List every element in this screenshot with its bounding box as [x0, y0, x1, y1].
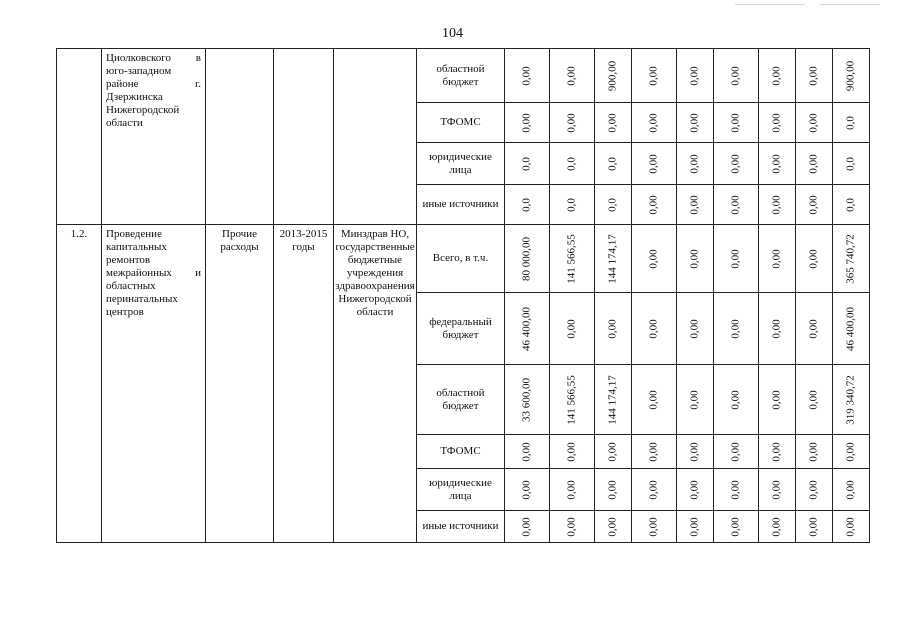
value-text: 0,00 — [729, 153, 742, 174]
value-text: 0,00 — [647, 153, 660, 174]
value-text: 0,00 — [647, 248, 660, 269]
value-text: 0,00 — [688, 194, 701, 215]
value-text: 0,00 — [520, 65, 533, 86]
budget-table — [56, 48, 870, 543]
value-text: 0,00 — [688, 318, 701, 339]
value-text: 0,00 — [688, 153, 701, 174]
table-row — [57, 49, 870, 103]
value-text: 0,00 — [688, 516, 701, 537]
value-text: 0,00 — [647, 479, 660, 500]
value-cell — [833, 511, 870, 543]
value-text: 0,0 — [520, 156, 533, 171]
value-text: 0,00 — [770, 441, 783, 462]
value-cell — [505, 185, 550, 225]
value-cell — [677, 185, 714, 225]
value-cell — [595, 293, 632, 365]
period-cell — [274, 49, 334, 225]
value-text: 0,00 — [807, 318, 820, 339]
value-cell — [833, 49, 870, 103]
value-text: 46 400,00 — [844, 306, 857, 351]
value-cell — [550, 49, 595, 103]
value-cell — [595, 435, 632, 469]
value-cell — [595, 365, 632, 435]
value-cell — [759, 49, 796, 103]
value-text: 0,0 — [520, 197, 533, 212]
value-cell — [759, 293, 796, 365]
value-text: 0,00 — [807, 248, 820, 269]
value-text: 0,00 — [844, 479, 857, 500]
value-cell — [677, 365, 714, 435]
value-text: 0,00 — [565, 441, 578, 462]
value-cell — [714, 143, 759, 185]
funding-source-cell: областной бюджет — [417, 365, 505, 435]
value-cell — [714, 435, 759, 469]
value-cell — [833, 103, 870, 143]
value-text: 0,0 — [844, 197, 857, 212]
value-cell — [714, 185, 759, 225]
item-number-cell: 1.2. — [57, 225, 102, 543]
value-text: 0,00 — [807, 153, 820, 174]
item-number-cell — [57, 49, 102, 225]
value-cell — [759, 225, 796, 293]
value-text: 0,00 — [770, 389, 783, 410]
value-cell — [550, 469, 595, 511]
value-cell — [595, 225, 632, 293]
value-cell — [595, 103, 632, 143]
funding-source-cell: иные источники — [417, 511, 505, 543]
value-text: 0,00 — [770, 153, 783, 174]
value-text: 0,00 — [565, 479, 578, 500]
value-text: 0,00 — [770, 479, 783, 500]
value-text: 365 740,72 — [844, 233, 857, 284]
value-text: 0,00 — [807, 516, 820, 537]
value-cell — [714, 469, 759, 511]
item-description-cell: Проведение капитальных ремонтов межрайонных и областных перинатальных центров — [102, 225, 206, 543]
value-cell — [505, 103, 550, 143]
scan-artifact-line — [735, 4, 805, 5]
value-text: 0,00 — [729, 479, 742, 500]
value-cell — [505, 49, 550, 103]
funding-source-cell: областной бюджет — [417, 49, 505, 103]
value-cell — [677, 293, 714, 365]
value-text: 0,00 — [807, 112, 820, 133]
item-description-cell: Циолковского в юго-западном районе г. Дзержинска Нижегородской области — [102, 49, 206, 225]
value-cell — [632, 511, 677, 543]
expense-category-cell — [206, 49, 274, 225]
value-cell — [632, 293, 677, 365]
value-cell — [505, 293, 550, 365]
value-text: 0,00 — [807, 389, 820, 410]
value-cell — [833, 225, 870, 293]
value-text: 0,00 — [606, 318, 619, 339]
value-cell — [677, 225, 714, 293]
value-text: 0,00 — [688, 65, 701, 86]
funding-source-cell: юридические лица — [417, 469, 505, 511]
value-cell — [796, 225, 833, 293]
value-text: 0,0 — [606, 197, 619, 212]
value-text: 0,00 — [520, 516, 533, 537]
value-cell — [796, 469, 833, 511]
value-text: 0,00 — [729, 441, 742, 462]
value-cell — [714, 225, 759, 293]
value-text: 0,0 — [565, 156, 578, 171]
table-row — [57, 225, 870, 293]
value-text: 0,0 — [606, 156, 619, 171]
value-text: 900,00 — [606, 60, 619, 91]
value-cell — [714, 293, 759, 365]
value-cell — [505, 365, 550, 435]
value-text: 141 566,55 — [565, 374, 578, 425]
value-text: 0,00 — [565, 318, 578, 339]
period-cell: 2013-2015 годы — [274, 225, 334, 543]
value-text: 0,00 — [770, 112, 783, 133]
value-cell — [550, 293, 595, 365]
value-text: 0,00 — [807, 194, 820, 215]
value-cell — [632, 469, 677, 511]
value-cell — [595, 143, 632, 185]
value-cell — [714, 103, 759, 143]
value-text: 144 174,17 — [606, 374, 619, 425]
value-text: 0,00 — [688, 112, 701, 133]
value-text: 80 000,00 — [520, 236, 533, 281]
value-text: 0,00 — [729, 318, 742, 339]
value-text: 0,00 — [647, 441, 660, 462]
executor-cell — [334, 49, 417, 225]
funding-source-cell: ТФОМС — [417, 435, 505, 469]
value-text: 0,00 — [647, 389, 660, 410]
value-cell — [632, 225, 677, 293]
value-text: 0,00 — [807, 65, 820, 86]
value-text: 0,00 — [729, 389, 742, 410]
funding-source-cell: федеральный бюджет — [417, 293, 505, 365]
value-text: 0,00 — [688, 479, 701, 500]
value-cell — [632, 103, 677, 143]
value-text: 0,00 — [770, 194, 783, 215]
page-number: 104 — [442, 26, 463, 41]
value-cell — [796, 435, 833, 469]
value-cell — [714, 49, 759, 103]
value-cell — [759, 469, 796, 511]
value-cell — [833, 185, 870, 225]
value-cell — [833, 435, 870, 469]
value-text: 0,00 — [606, 441, 619, 462]
value-cell — [505, 225, 550, 293]
value-cell — [833, 143, 870, 185]
value-text: 0,00 — [565, 516, 578, 537]
value-cell — [796, 103, 833, 143]
value-cell — [550, 143, 595, 185]
value-cell — [550, 365, 595, 435]
value-text: 0,00 — [688, 441, 701, 462]
value-cell — [796, 293, 833, 365]
funding-source-cell: ТФОМС — [417, 103, 505, 143]
value-text: 46 400,00 — [520, 306, 533, 351]
value-text: 0,00 — [844, 441, 857, 462]
value-cell — [677, 49, 714, 103]
value-cell — [632, 185, 677, 225]
value-cell — [759, 103, 796, 143]
value-text: 0,00 — [565, 112, 578, 133]
value-cell — [833, 365, 870, 435]
value-text: 0,00 — [647, 194, 660, 215]
value-cell — [677, 469, 714, 511]
value-text: 0,00 — [729, 516, 742, 537]
expense-category-cell: Прочие расходы — [206, 225, 274, 543]
value-text: 0,0 — [565, 197, 578, 212]
value-cell — [595, 511, 632, 543]
funding-source-cell: Всего, в т.ч. — [417, 225, 505, 293]
value-cell — [505, 511, 550, 543]
value-text: 0,00 — [520, 112, 533, 133]
value-cell — [677, 511, 714, 543]
value-cell — [632, 435, 677, 469]
value-cell — [833, 469, 870, 511]
value-cell — [714, 511, 759, 543]
value-text: 0,00 — [606, 112, 619, 133]
value-text: 0,00 — [807, 479, 820, 500]
value-text: 319 340,72 — [844, 374, 857, 425]
value-cell — [677, 435, 714, 469]
value-cell — [550, 511, 595, 543]
value-cell — [833, 293, 870, 365]
value-cell — [550, 185, 595, 225]
value-text: 0,00 — [729, 112, 742, 133]
value-text: 0,00 — [770, 516, 783, 537]
value-text: 0,00 — [770, 318, 783, 339]
value-text: 144 174,17 — [606, 233, 619, 284]
value-text: 0,00 — [729, 65, 742, 86]
value-cell — [550, 435, 595, 469]
value-cell — [677, 143, 714, 185]
value-cell — [796, 49, 833, 103]
value-cell — [632, 143, 677, 185]
value-text: 0,00 — [520, 479, 533, 500]
value-text: 0,0 — [844, 115, 857, 130]
executor-cell: Минздрав НО, государственные бюджетные учреждения здравоохранения Нижегородской области — [334, 225, 417, 543]
value-cell — [759, 143, 796, 185]
value-text: 0,00 — [647, 318, 660, 339]
value-text: 900,00 — [844, 60, 857, 91]
value-cell — [759, 185, 796, 225]
value-text: 0,00 — [729, 248, 742, 269]
value-text: 0,00 — [688, 389, 701, 410]
value-cell — [505, 469, 550, 511]
funding-source-cell: иные источники — [417, 185, 505, 225]
value-cell — [595, 49, 632, 103]
value-text: 0,00 — [647, 516, 660, 537]
funding-source-cell: юридические лица — [417, 143, 505, 185]
value-text: 0,00 — [688, 248, 701, 269]
value-cell — [677, 103, 714, 143]
value-text: 0,00 — [520, 441, 533, 462]
value-cell — [796, 511, 833, 543]
value-cell — [759, 435, 796, 469]
value-cell — [796, 185, 833, 225]
value-text: 0,00 — [647, 65, 660, 86]
value-cell — [505, 435, 550, 469]
value-cell — [796, 143, 833, 185]
value-text: 33 600,00 — [520, 377, 533, 422]
value-text: 0,00 — [844, 516, 857, 537]
scan-artifact-line — [820, 4, 880, 5]
value-cell — [759, 511, 796, 543]
value-cell — [759, 365, 796, 435]
value-cell — [632, 49, 677, 103]
value-text: 0,00 — [606, 516, 619, 537]
value-text: 0,00 — [647, 112, 660, 133]
value-cell — [595, 469, 632, 511]
value-cell — [550, 225, 595, 293]
value-cell — [550, 103, 595, 143]
value-cell — [505, 143, 550, 185]
value-text: 0,00 — [606, 479, 619, 500]
value-text: 0,00 — [770, 65, 783, 86]
value-cell — [714, 365, 759, 435]
value-text: 141 566,55 — [565, 233, 578, 284]
value-text: 0,0 — [844, 156, 857, 171]
value-cell — [632, 365, 677, 435]
value-text: 0,00 — [565, 65, 578, 86]
value-text: 0,00 — [770, 248, 783, 269]
value-cell — [595, 185, 632, 225]
value-text: 0,00 — [729, 194, 742, 215]
value-cell — [796, 365, 833, 435]
value-text: 0,00 — [807, 441, 820, 462]
